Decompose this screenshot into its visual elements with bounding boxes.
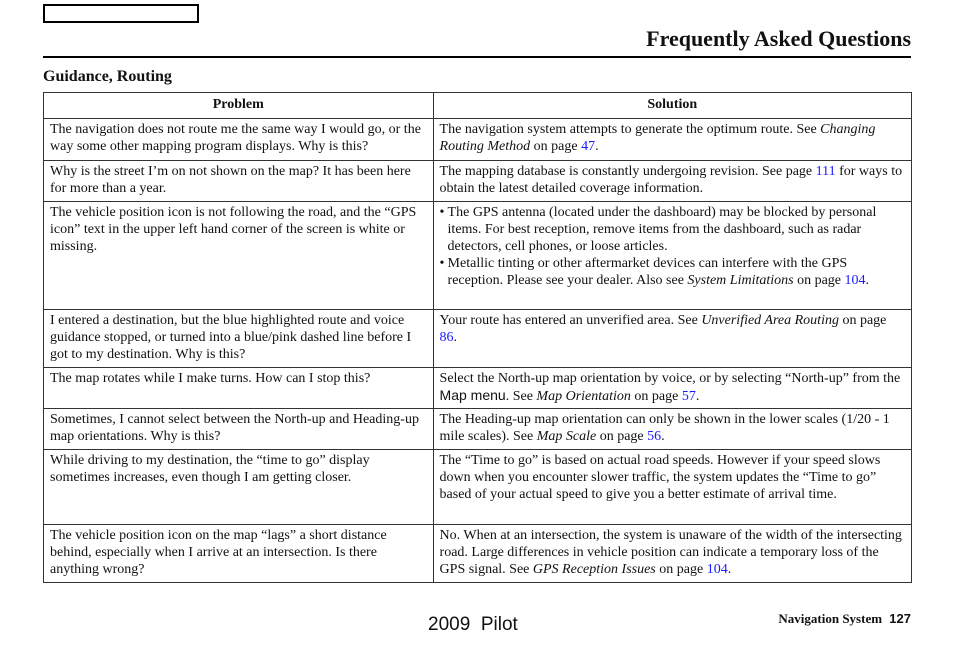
solution-text: The Heading-up map orientation can only be shown in the lower scales (1/20 - 1 mile scales). See bbox=[439, 412, 890, 444]
header-rule bbox=[43, 56, 911, 58]
section-title: Guidance, Routing bbox=[43, 68, 172, 85]
solution-text: on page bbox=[838, 313, 887, 328]
faq-table bbox=[43, 92, 912, 583]
problem-cell: While driving to my destination, the “time to go” display sometimes increases, even though I am getting closer. bbox=[44, 450, 434, 525]
problem-cell: Why is the street I’m on not shown on the map? It has been here for more than a year. bbox=[44, 161, 434, 202]
solution-text: . bbox=[453, 330, 458, 345]
problem-cell: Sometimes, I cannot select between the North-up and Heading-up map orientations. Why is this? bbox=[44, 409, 434, 450]
solution-text: . bbox=[727, 562, 732, 577]
solution-text: on page bbox=[655, 562, 707, 577]
solution-cell bbox=[433, 525, 911, 583]
page-link[interactable]: 104 bbox=[706, 562, 728, 577]
solution-cell bbox=[433, 119, 911, 161]
page-link[interactable]: 86 bbox=[439, 330, 454, 345]
problem-header: Problem bbox=[44, 93, 434, 119]
footer-page-info bbox=[778, 611, 911, 627]
solution-cell bbox=[433, 310, 911, 368]
solution-text: Metallic tinting or other aftermarket devices can interfere with the GPS reception. Please see your dealer. Also see bbox=[447, 256, 848, 288]
solution-text: The navigation system attempts to generate the optimum route. See bbox=[439, 122, 821, 137]
solution-text: on page bbox=[793, 273, 845, 288]
problem-cell: The vehicle position icon on the map “lags” a short distance behind, especially when I arrive at an intersection. Is there anything wrong? bbox=[44, 525, 434, 583]
reference-title: Changing Routing Method bbox=[439, 122, 876, 154]
solution-text: . bbox=[865, 273, 870, 288]
table-row bbox=[44, 202, 912, 310]
solution-text: No. When at an intersection, the system is unaware of the width of the intersecting road. Large differences in vehicle position can indicate a temporary loss of the GPS signal. See bbox=[439, 528, 902, 577]
problem-cell: The navigation does not route me the same way I would go, or the way some other mapping program displays. Why is this? bbox=[44, 119, 434, 161]
table-row bbox=[44, 525, 912, 583]
problem-cell: The vehicle position icon is not following the road, and the “GPS icon” text in the upper left hand corner of the screen is white or missing. bbox=[44, 202, 434, 310]
table-row bbox=[44, 368, 912, 409]
page-link[interactable]: 104 bbox=[844, 273, 866, 288]
solution-bullet-list bbox=[440, 204, 905, 289]
header-tab-box bbox=[43, 4, 199, 23]
solution-cell bbox=[433, 161, 911, 202]
problem-cell: I entered a destination, but the blue highlighted route and voice guidance stopped, or turned into a blue/pink dashed line before I got to my destination. Why is this? bbox=[44, 310, 434, 368]
solution-bullet bbox=[448, 255, 905, 289]
solution-text: on page bbox=[530, 139, 582, 154]
solution-text: The mapping database is constantly undergoing revision. See page bbox=[439, 164, 816, 179]
table-row bbox=[44, 310, 912, 368]
solution-text: . See bbox=[505, 389, 537, 404]
table-header-row bbox=[44, 93, 912, 119]
solution-bullet: • The GPS antenna (located under the dashboard) may be blocked by personal items. For best reception, remove items from the dashboard, such as radar detectors, cell phones, or loose articles. bbox=[448, 204, 905, 255]
table-row bbox=[44, 161, 912, 202]
table-row bbox=[44, 450, 912, 525]
reference-title: System Limitations bbox=[687, 273, 794, 288]
page-link[interactable]: 56 bbox=[647, 429, 662, 444]
page-link[interactable]: 57 bbox=[681, 389, 696, 404]
solution-text: The “Time to go” is based on actual road speeds. However if your speed slows down when you encounter slower traffic, the system updates the “Time to go” based of your actual speed to give you a better estimate of arrival time. bbox=[439, 453, 881, 502]
menu-name: Map menu bbox=[439, 387, 506, 403]
vehicle-model: 2009 Pilot bbox=[428, 614, 518, 635]
solution-cell bbox=[433, 450, 911, 525]
solution-text: Select the North-up map orientation by voice, or by selecting “North-up” from the bbox=[439, 371, 901, 386]
solution-text: . bbox=[595, 139, 599, 154]
solution-text: Your route has entered an unverified area. See bbox=[439, 313, 702, 328]
table-row bbox=[44, 119, 912, 161]
book-title: Navigation System bbox=[778, 611, 883, 626]
reference-title: GPS Reception Issues bbox=[532, 562, 656, 577]
solution-cell bbox=[433, 202, 911, 310]
reference-title: Map Scale bbox=[536, 429, 597, 444]
solution-cell bbox=[433, 409, 911, 450]
solution-header: Solution bbox=[433, 93, 911, 119]
table-row bbox=[44, 409, 912, 450]
problem-cell: The map rotates while I make turns. How can I stop this? bbox=[44, 368, 434, 409]
reference-title: Map Orientation bbox=[536, 389, 631, 404]
page-link[interactable]: 47 bbox=[581, 139, 596, 154]
page-link[interactable]: 111 bbox=[815, 164, 836, 179]
page-number: 127 bbox=[889, 611, 911, 626]
solution-text: on page bbox=[630, 389, 682, 404]
solution-text: for ways to obtain the latest detailed coverage information. bbox=[439, 164, 903, 196]
reference-title: Unverified Area Routing bbox=[701, 313, 839, 328]
solution-text: on page bbox=[596, 429, 648, 444]
solution-text: . bbox=[695, 389, 700, 404]
solution-cell bbox=[433, 368, 911, 409]
page-title: Frequently Asked Questions bbox=[646, 26, 911, 51]
solution-text: . bbox=[661, 429, 665, 444]
